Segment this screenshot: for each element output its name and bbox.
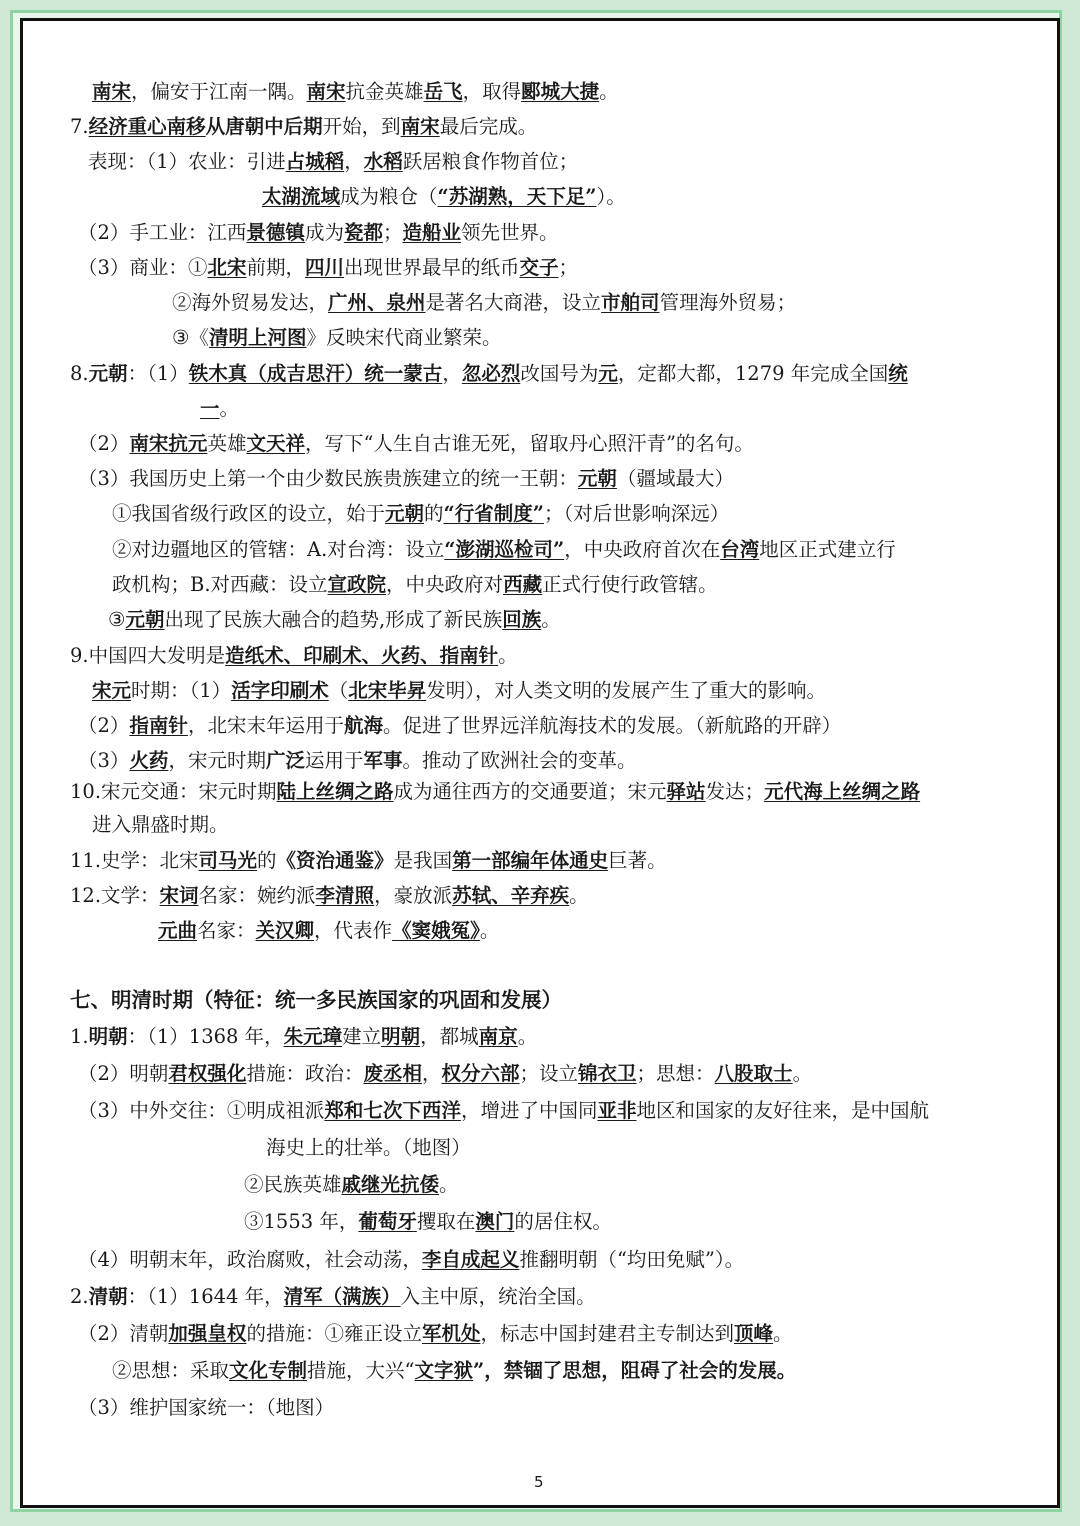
key-term: 第一部编年体通史 — [452, 849, 609, 872]
key-term: 四川 — [304, 256, 344, 279]
key-term: 八股取士 — [714, 1062, 793, 1085]
key-term: 经济重心南移 — [88, 115, 206, 138]
text-segment: 进入鼎盛时期。 — [92, 813, 229, 836]
text-segment: 11.史学：北宋 — [70, 849, 199, 872]
text-line — [70, 846, 667, 876]
text-segment: ②民族英雄 — [244, 1173, 342, 1196]
text-segment: （3） — [78, 749, 130, 772]
text-segment: 发达； — [705, 780, 765, 803]
text-line — [112, 570, 718, 600]
text-segment: 1. — [70, 1025, 89, 1048]
key-term: 宋元 — [92, 679, 132, 702]
text-segment: 措施：政治： — [246, 1062, 364, 1085]
key-term: 郾城大捷 — [521, 80, 600, 103]
text-segment: ③ — [108, 608, 126, 631]
text-segment: ；思想： — [636, 1062, 715, 1085]
key-term: 南京 — [478, 1025, 518, 1048]
key-term: 台湾 — [720, 538, 760, 561]
text-segment: 成为通往西方的交通要道；宋元 — [393, 780, 667, 803]
key-term: 文化专制 — [229, 1359, 308, 1382]
key-term: 太湖流域 — [262, 185, 341, 208]
text-segment: 的 — [257, 849, 277, 872]
text-line — [78, 1393, 334, 1423]
key-term: “行省制度” — [443, 502, 544, 525]
text-line — [266, 1133, 471, 1163]
text-segment: 措施，大兴“ — [307, 1359, 415, 1382]
key-term: 澳门 — [475, 1210, 515, 1233]
text-segment: ：（1） — [127, 362, 189, 385]
text-segment: ， — [442, 362, 462, 385]
text-segment: 地区正式建立行 — [759, 538, 896, 561]
text-segment: 推翻明朝（“均田免赋”）。 — [519, 1248, 745, 1271]
text-segment: （4）明朝末年，政治腐败，社会动荡， — [78, 1248, 422, 1271]
key-term: 交子 — [519, 256, 559, 279]
key-term: 景德镇 — [246, 221, 305, 244]
text-segment: ，北宋末年运用于 — [187, 714, 344, 737]
text-segment: 7. — [70, 115, 89, 138]
text-segment: 。 — [498, 644, 518, 667]
text-segment: ”，禁锢了思想，阻碍了社会的发展。 — [473, 1359, 797, 1382]
text-segment: 海史上的壮举。（地图） — [266, 1136, 471, 1159]
key-term: 顶峰 — [733, 1322, 773, 1345]
text-line — [92, 77, 619, 107]
text-segment: （3）维护国家统一：（地图） — [78, 1396, 335, 1419]
text-line — [78, 253, 578, 283]
text-segment: 的措施：①雍正设立 — [246, 1322, 422, 1345]
text-segment: ，取得 — [462, 80, 522, 103]
text-segment: 巨著。 — [608, 849, 667, 872]
text-segment: 。 — [773, 1322, 793, 1345]
text-segment: ， — [421, 1062, 442, 1085]
text-line — [70, 985, 562, 1015]
text-segment: 》反映宋代商业繁荣。 — [306, 326, 502, 349]
text-segment: 成为 — [304, 221, 344, 244]
key-term: 戚继光抗倭 — [341, 1173, 440, 1196]
text-segment: ②思想：采取 — [112, 1359, 230, 1382]
key-term: 南宋 — [400, 115, 440, 138]
key-term: “苏湖熟，天下足” — [437, 185, 597, 208]
key-term: 火药 — [129, 749, 169, 772]
text-segment: 运用于 — [304, 749, 364, 772]
key-term: 李清照 — [315, 884, 375, 907]
text-segment: （3）我国历史上第一个由少数民族贵族建立的统一王朝： — [78, 467, 578, 490]
text-segment: ：（1）1368 年， — [127, 1025, 284, 1048]
text-segment: 清朝 — [88, 1285, 128, 1308]
text-segment: （2）明朝 — [78, 1062, 169, 1085]
key-term: 元曲 — [158, 919, 198, 942]
text-segment: ①我国省级行政区的设立，始于 — [112, 502, 386, 525]
text-segment: ；设立 — [519, 1062, 579, 1085]
key-term: 李自成起义 — [421, 1248, 520, 1271]
key-term: 文天祥 — [246, 432, 305, 455]
key-term: 君权强化 — [168, 1062, 247, 1085]
key-term: 军机处 — [421, 1322, 481, 1345]
text-segment: （3）中外交往：①明成祖派 — [78, 1099, 325, 1122]
key-term: 驿站 — [666, 780, 706, 803]
text-segment: ②对边疆地区的管辖：A.对台湾：设立 — [112, 538, 445, 561]
text-segment: 出现世界最早的纸币 — [343, 256, 520, 279]
text-segment: 攫取在 — [416, 1210, 476, 1233]
key-term: 统 — [888, 362, 908, 385]
text-segment: 发明），对人类文明的发展产生了重大的影响。 — [426, 679, 826, 702]
text-segment: ，宋元时期 — [168, 749, 266, 772]
text-segment: 抗金英雄 — [345, 80, 424, 103]
text-segment: 地区和国家的友好往来，是中国航 — [636, 1099, 929, 1122]
key-term: 岳飞 — [423, 80, 463, 103]
text-line — [78, 1319, 793, 1349]
text-segment: 前期， — [246, 256, 305, 279]
key-term: 锦衣卫 — [578, 1062, 637, 1085]
key-term: 文字狱 — [414, 1359, 474, 1382]
text-line — [172, 288, 796, 318]
text-segment: ，偏安于江南一隅。 — [131, 80, 307, 103]
text-line — [88, 147, 578, 177]
text-segment: （2）清朝 — [78, 1322, 169, 1345]
key-term: 铁木真（成吉思汗）统一蒙古 — [188, 362, 443, 385]
text-line — [78, 464, 734, 494]
text-line — [172, 323, 502, 353]
text-line — [92, 676, 826, 706]
text-segment: 。 — [569, 884, 589, 907]
key-term: 造纸术、印刷术、火药、指南针 — [225, 644, 499, 667]
text-segment: 英雄 — [207, 432, 247, 455]
text-line — [262, 182, 626, 212]
text-segment: ，都城 — [420, 1025, 479, 1048]
text-segment: 。促进了世界远洋航海技术的发展。（新航路的开辟） — [382, 714, 842, 737]
text-segment: ②海外贸易发达， — [172, 291, 329, 314]
text-line — [78, 1096, 929, 1126]
key-term: 南宋 — [92, 80, 132, 103]
text-segment: 的居住权。 — [514, 1210, 612, 1233]
text-segment: 元朝 — [88, 362, 128, 385]
text-segment: 正式行使行政管辖。 — [542, 573, 718, 596]
key-term: 忽必烈 — [461, 362, 521, 385]
text-segment: ，豪放派 — [374, 884, 453, 907]
text-line — [78, 218, 559, 248]
key-term: 水稻 — [363, 150, 403, 173]
text-line — [78, 1245, 744, 1275]
text-line — [200, 394, 239, 424]
text-segment: ， — [344, 150, 364, 173]
text-segment: ：（1）1644 年， — [127, 1285, 284, 1308]
text-segment: 9.中国四大发明是 — [70, 644, 226, 667]
text-line — [70, 777, 920, 807]
key-term: 元朝 — [385, 502, 425, 525]
text-segment: （2）手工业：江西 — [78, 221, 247, 244]
page-number: 5 — [534, 1473, 544, 1491]
key-term: 活字印刷术 — [231, 679, 329, 702]
text-line — [70, 641, 518, 671]
key-term: 北宋毕昇 — [348, 679, 427, 702]
text-segment: ； — [558, 256, 579, 279]
text-segment: 政机构；B.对西藏：设立 — [112, 573, 328, 596]
text-segment: 表现：（1）农业：引进 — [88, 150, 286, 173]
key-term: 南宋 — [306, 80, 346, 103]
text-line — [70, 1022, 537, 1052]
text-segment: 。推动了欧洲社会的变革。 — [402, 749, 637, 772]
text-line — [70, 1282, 596, 1312]
text-segment: 管理海外贸易； — [659, 291, 797, 314]
key-term: 元朝 — [125, 608, 165, 631]
text-segment: ，写下“人生自古谁无死，留取丹心照汗青”的名句。 — [304, 432, 754, 455]
text-segment: 8. — [70, 362, 89, 385]
section-heading: 七、明清时期（特征：统一多民族国家的巩固和发展） — [70, 988, 562, 1012]
text-segment: ，中央政府对 — [386, 573, 504, 596]
key-term: 占城稻 — [285, 150, 345, 173]
text-segment: （疆域最大） — [616, 467, 734, 490]
text-segment: 开始，到 — [322, 115, 401, 138]
key-term: “澎湖巡检司” — [444, 538, 565, 561]
key-term: 权分六部 — [441, 1062, 520, 1085]
key-term: 加强皇权 — [168, 1322, 247, 1345]
text-segment: 建立 — [342, 1025, 382, 1048]
text-segment: 最后完成。 — [439, 115, 538, 138]
key-term: 关汉卿 — [255, 919, 315, 942]
text-segment: 唐朝中后期 — [225, 115, 323, 138]
text-segment: 2. — [70, 1285, 89, 1308]
text-segment: 成为粮仓（ — [340, 185, 438, 208]
text-segment: ，标志中国封建君主专制达到 — [480, 1322, 734, 1345]
text-line — [244, 1170, 459, 1200]
key-term: 清明上河图 — [208, 326, 307, 349]
text-segment: 的 — [424, 502, 444, 525]
text-segment: 入主中原，统治全国。 — [400, 1285, 596, 1308]
text-line — [70, 112, 537, 142]
text-line — [108, 605, 561, 635]
text-segment: ；（对后世影响深远） — [543, 502, 730, 525]
key-term: 废丞相 — [363, 1062, 422, 1085]
text-segment: 是我国 — [393, 849, 453, 872]
text-segment: 《资治通鉴》 — [276, 849, 394, 872]
text-segment: 10.宋元交通：宋元时期 — [70, 780, 277, 803]
text-segment: 名家：婉约派 — [198, 884, 316, 907]
key-term: 宋词 — [159, 884, 199, 907]
text-segment: ③《 — [172, 326, 209, 349]
key-term: 广州、泉州 — [328, 291, 426, 314]
text-segment: 出现了民族大融合的趋势,形成了新民族 — [164, 608, 503, 631]
key-term: 宣政院 — [327, 573, 387, 596]
text-segment: 。 — [517, 1025, 538, 1048]
text-segment: 。 — [599, 80, 619, 103]
key-term: 瓷都 — [343, 221, 383, 244]
text-line — [78, 429, 754, 459]
text-segment: 。 — [541, 608, 561, 631]
text-line — [92, 810, 229, 840]
key-term: 北宋 — [207, 256, 247, 279]
text-segment: 广泛 — [265, 749, 305, 772]
key-term: 西藏 — [503, 573, 543, 596]
text-segment: 是著名大商港，设立 — [425, 291, 602, 314]
text-segment: 时期：（1） — [131, 679, 232, 702]
text-line — [112, 1356, 796, 1386]
text-segment: 领先世界。 — [461, 221, 559, 244]
key-term: 元代海上丝绸之路 — [764, 780, 921, 803]
text-segment: （3）商业：① — [78, 256, 208, 279]
text-line — [70, 881, 589, 911]
key-term: 陆上丝绸之路 — [276, 780, 394, 803]
text-segment: （2） — [78, 714, 130, 737]
key-term: 一 — [200, 397, 220, 420]
text-segment: ）。 — [596, 185, 626, 208]
key-term: 司马光 — [198, 849, 258, 872]
key-term: 郑和七次下西洋 — [324, 1099, 461, 1122]
key-term: 市舶司 — [601, 291, 660, 314]
text-line — [112, 499, 729, 529]
key-term: 指南针 — [129, 714, 188, 737]
text-segment: 改国号为 — [520, 362, 599, 385]
key-term: 葡萄牙 — [358, 1210, 417, 1233]
key-term: 元朝 — [577, 467, 617, 490]
text-segment: 航海 — [343, 714, 383, 737]
key-term: 清军（满族） — [283, 1285, 401, 1308]
text-segment: 跃居粮食作物首位； — [402, 150, 579, 173]
text-segment: ③1553 年， — [244, 1210, 359, 1233]
text-segment: （ — [328, 679, 349, 702]
text-line — [78, 1059, 812, 1089]
text-segment: ，代表作 — [314, 919, 393, 942]
text-segment: 军事 — [363, 749, 403, 772]
key-term: 回族 — [502, 608, 542, 631]
text-segment: 。 — [219, 397, 240, 420]
text-segment: 。 — [792, 1062, 813, 1085]
key-term: 南宋抗元 — [129, 432, 208, 455]
text-segment: 从 — [205, 115, 226, 138]
text-line — [112, 535, 896, 565]
text-segment: 12.文学： — [70, 884, 160, 907]
text-segment: 。 — [439, 1173, 459, 1196]
key-term: 亚非 — [597, 1099, 637, 1122]
key-term: 《窦娥冤》 — [392, 919, 480, 942]
text-segment: ； — [382, 221, 403, 244]
key-term: 朱元璋 — [283, 1025, 343, 1048]
key-term: 苏轼、辛弃疾 — [452, 884, 570, 907]
text-segment: 名家： — [197, 919, 256, 942]
text-line — [70, 359, 908, 389]
key-term: 造船业 — [402, 221, 461, 244]
text-segment: ，增进了中国同 — [460, 1099, 598, 1122]
text-line — [78, 711, 841, 741]
text-segment: ，中央政府首次在 — [564, 538, 721, 561]
text-line — [158, 916, 499, 946]
text-line — [78, 746, 637, 776]
key-term: 明朝 — [381, 1025, 421, 1048]
text-segment: （2） — [78, 432, 130, 455]
text-segment: 。 — [479, 919, 500, 942]
key-term: 元 — [598, 362, 618, 385]
text-segment: ，定都大都，1279 年完成全国 — [617, 362, 889, 385]
text-segment: 明朝 — [88, 1025, 128, 1048]
text-line — [244, 1207, 612, 1237]
